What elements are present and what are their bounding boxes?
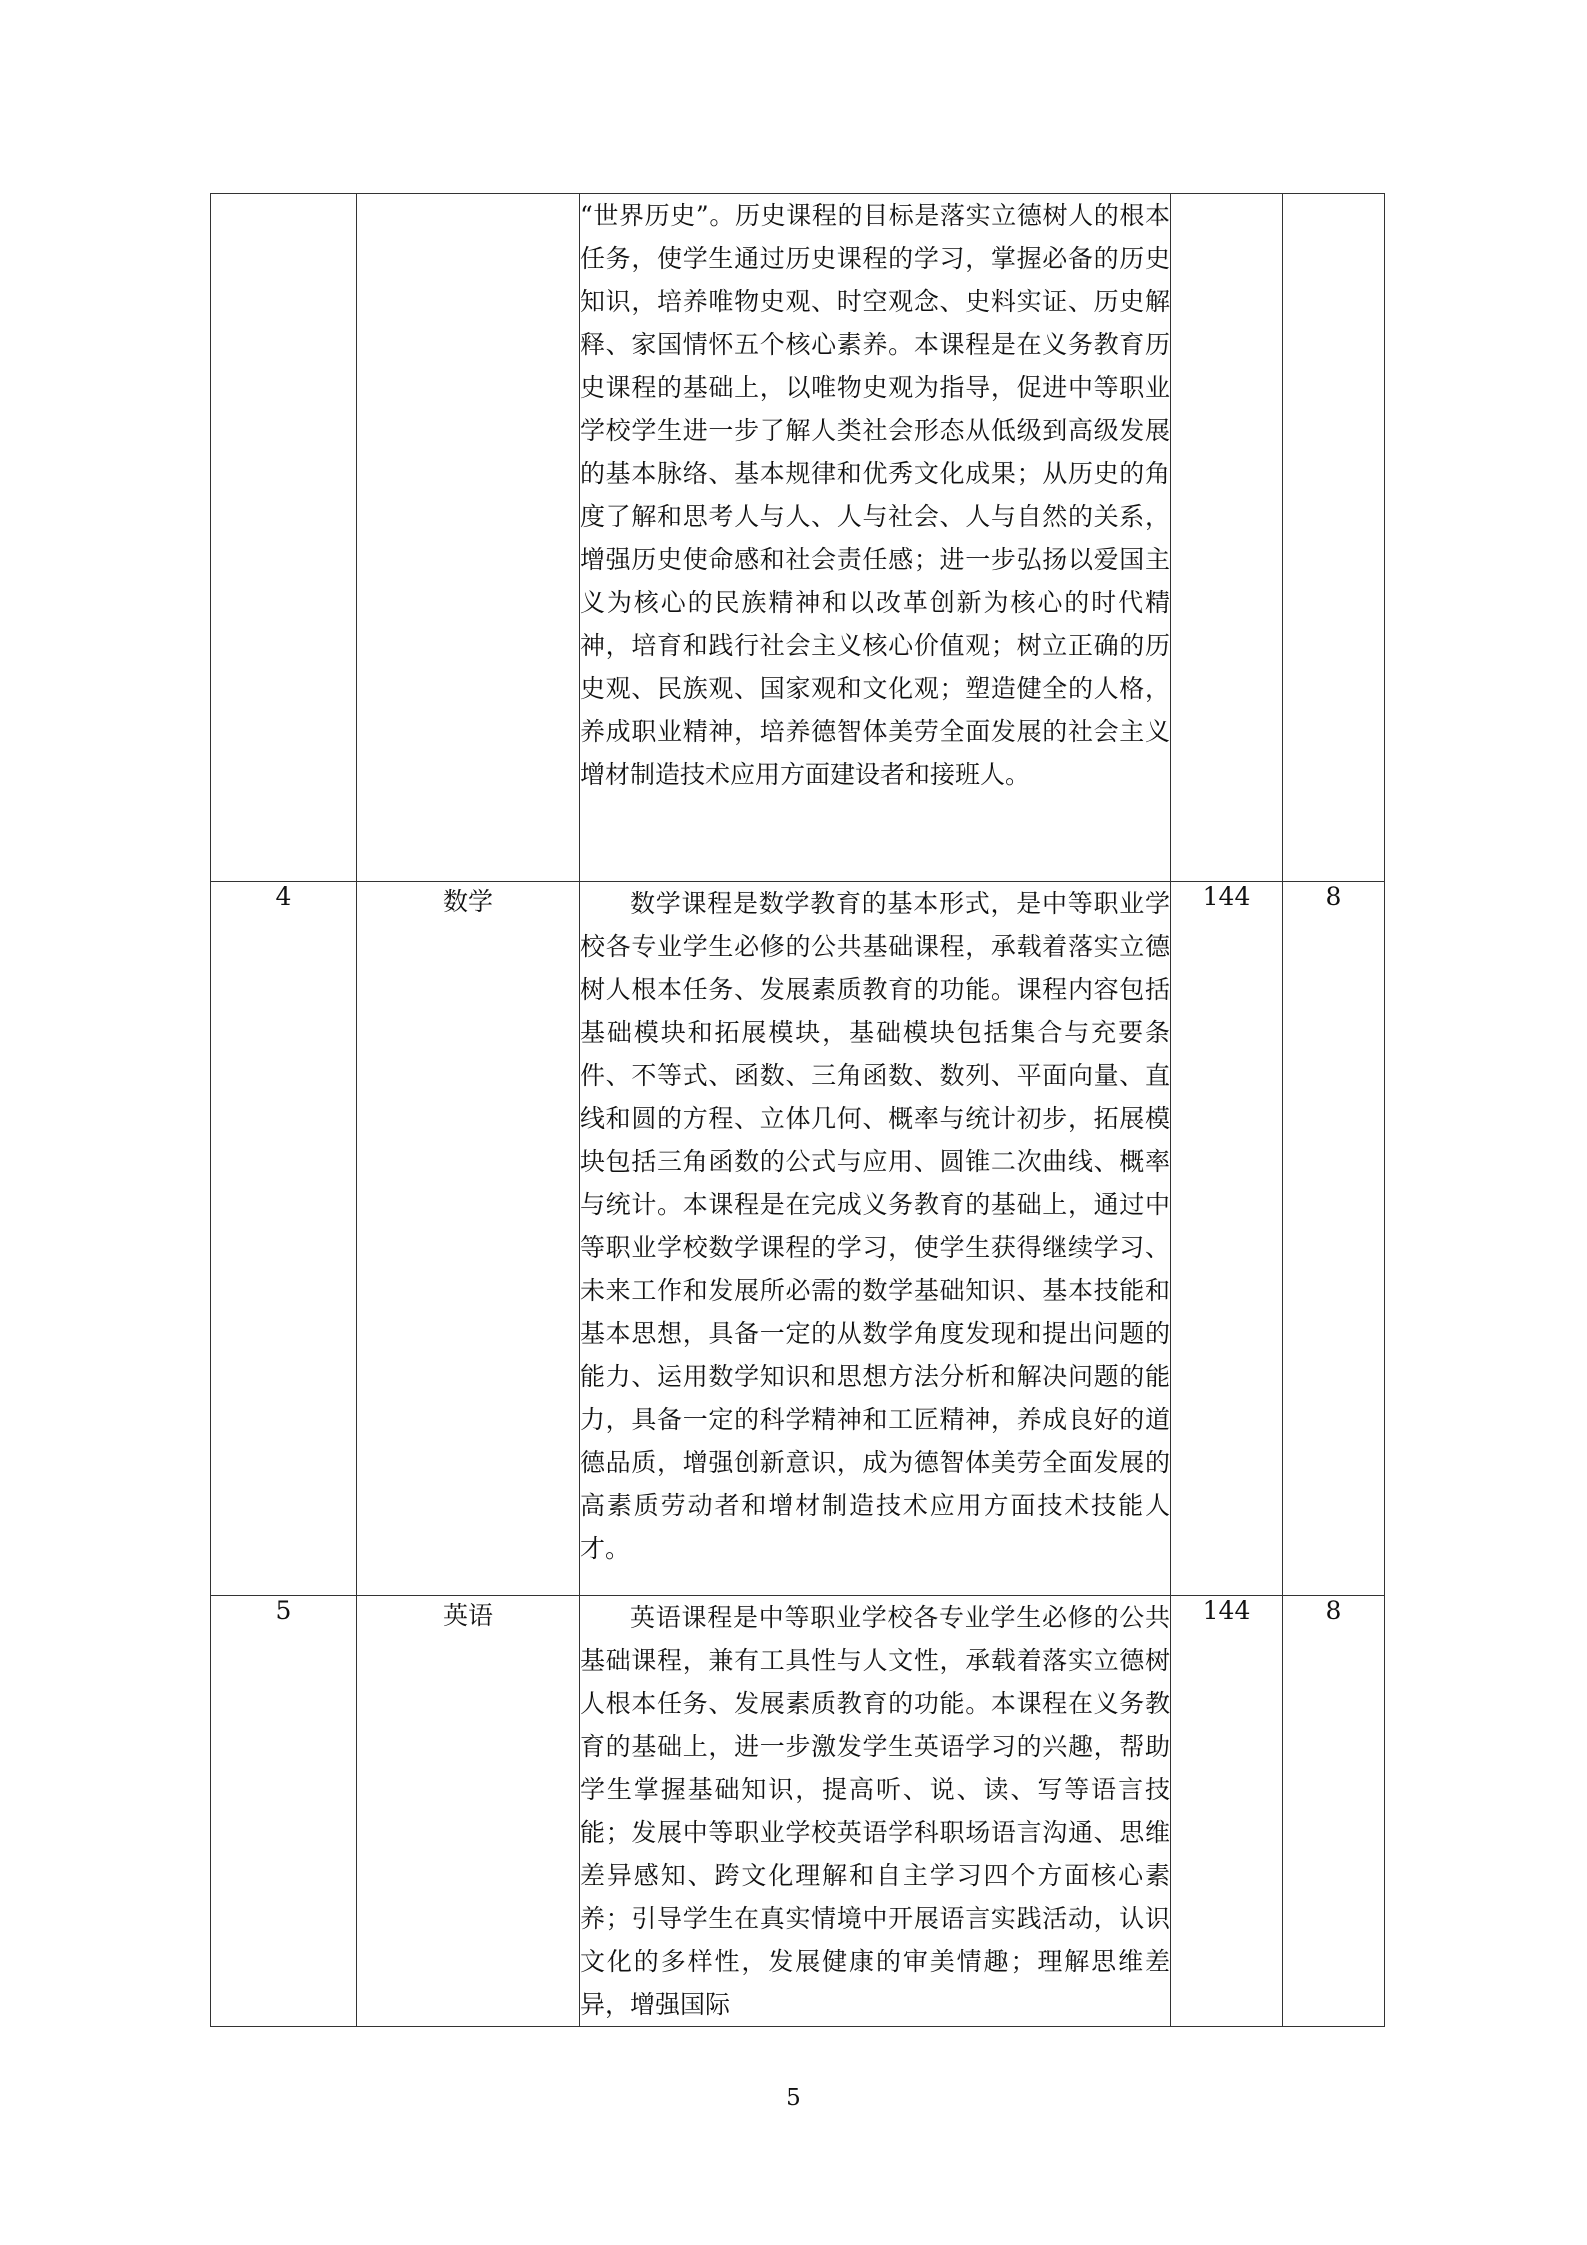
table-row xyxy=(211,194,1385,882)
course-name-cell: 数学 xyxy=(357,882,580,1596)
course-credits-cell: 8 xyxy=(1283,882,1385,1596)
course-table xyxy=(210,193,1385,2027)
course-description-cell xyxy=(580,1596,1171,2027)
course-description-text: 数学课程是数学教育的基本形式，是中等职业学校各专业学生必修的公共基础课程，承载着落实立德树人根本任务、发展素质教育的功能。课程内容包括基础模块和拓展模块，基础模块包括集合与充要条件、不等式、函数、三角函数、数列、平面向量、直线和圆的方程、立体几何、概率与统计初步，拓展模块包括三角函数的公式与应用、圆锥二次曲线、概率与统计。本课程是在完成义务教育的基础上，通过中等职业学校数学课程的学习，使学生获得继续学习、未来工作和发展所必需的数学基础知识、基本技能和基本思想，具备一定的从数学角度发现和提出问题的能力、运用数学知识和思想方法分析和解决问题的能力，具备一定的科学精神和工匠精神，养成良好的道德品质，增强创新意识，成为德智体美劳全面发展的高素质劳动者和增材制造技术应用方面技术技能人才。 xyxy=(580,889,1170,1563)
course-hours-cell: 144 xyxy=(1171,1596,1283,2027)
page-number: 5 xyxy=(786,2085,801,2111)
course-description-text: 英语课程是中等职业学校各专业学生必修的公共基础课程，兼有工具性与人文性，承载着落实立德树人根本任务、发展素质教育的功能。本课程在义务教育的基础上，进一步激发学生英语学习的兴趣，帮助学生掌握基础知识，提高听、说、读、写等语言技能；发展中等职业学校英语学科职场语言沟通、思维差异感知、跨文化理解和自主学习四个方面核心素养；引导学生在真实情境中开展语言实践活动，认识文化的多样性，发展健康的审美情趣；理解思维差异，增强国际 xyxy=(580,1603,1170,2019)
row-index-cell xyxy=(211,194,357,882)
course-name-cell: 英语 xyxy=(357,1596,580,2027)
course-description-cell xyxy=(580,194,1171,882)
row-index-cell: 5 xyxy=(211,1596,357,2027)
table-row xyxy=(211,1596,1385,2027)
course-credits-cell: 8 xyxy=(1283,1596,1385,2027)
table-row xyxy=(211,882,1385,1596)
row-index-cell: 4 xyxy=(211,882,357,1596)
course-credits-cell xyxy=(1283,194,1385,882)
course-hours-cell: 144 xyxy=(1171,882,1283,1596)
course-description-cell xyxy=(580,882,1171,1596)
course-description-text: “世界历史”。历史课程的目标是落实立德树人的根本任务，使学生通过历史课程的学习，掌握必备的历史知识，培养唯物史观、时空观念、史料实证、历史解释、家国情怀五个核心素养。本课程是在义务教育历史课程的基础上，以唯物史观为指导，促进中等职业学校学生进一步了解人类社会形态从低级到高级发展的基本脉络、基本规律和优秀文化成果；从历史的角度了解和思考人与人、人与社会、人与自然的关系，增强历史使命感和社会责任感；进一步弘扬以爱国主义为核心的民族精神和以改革创新为核心的时代精神，培育和践行社会主义核心价值观；树立正确的历史观、民族观、国家观和文化观；塑造健全的人格，养成职业精神，培养德智体美劳全面发展的社会主义增材制造技术应用方面建设者和接班人。 xyxy=(580,201,1170,789)
course-hours-cell xyxy=(1171,194,1283,882)
course-name-cell xyxy=(357,194,580,882)
